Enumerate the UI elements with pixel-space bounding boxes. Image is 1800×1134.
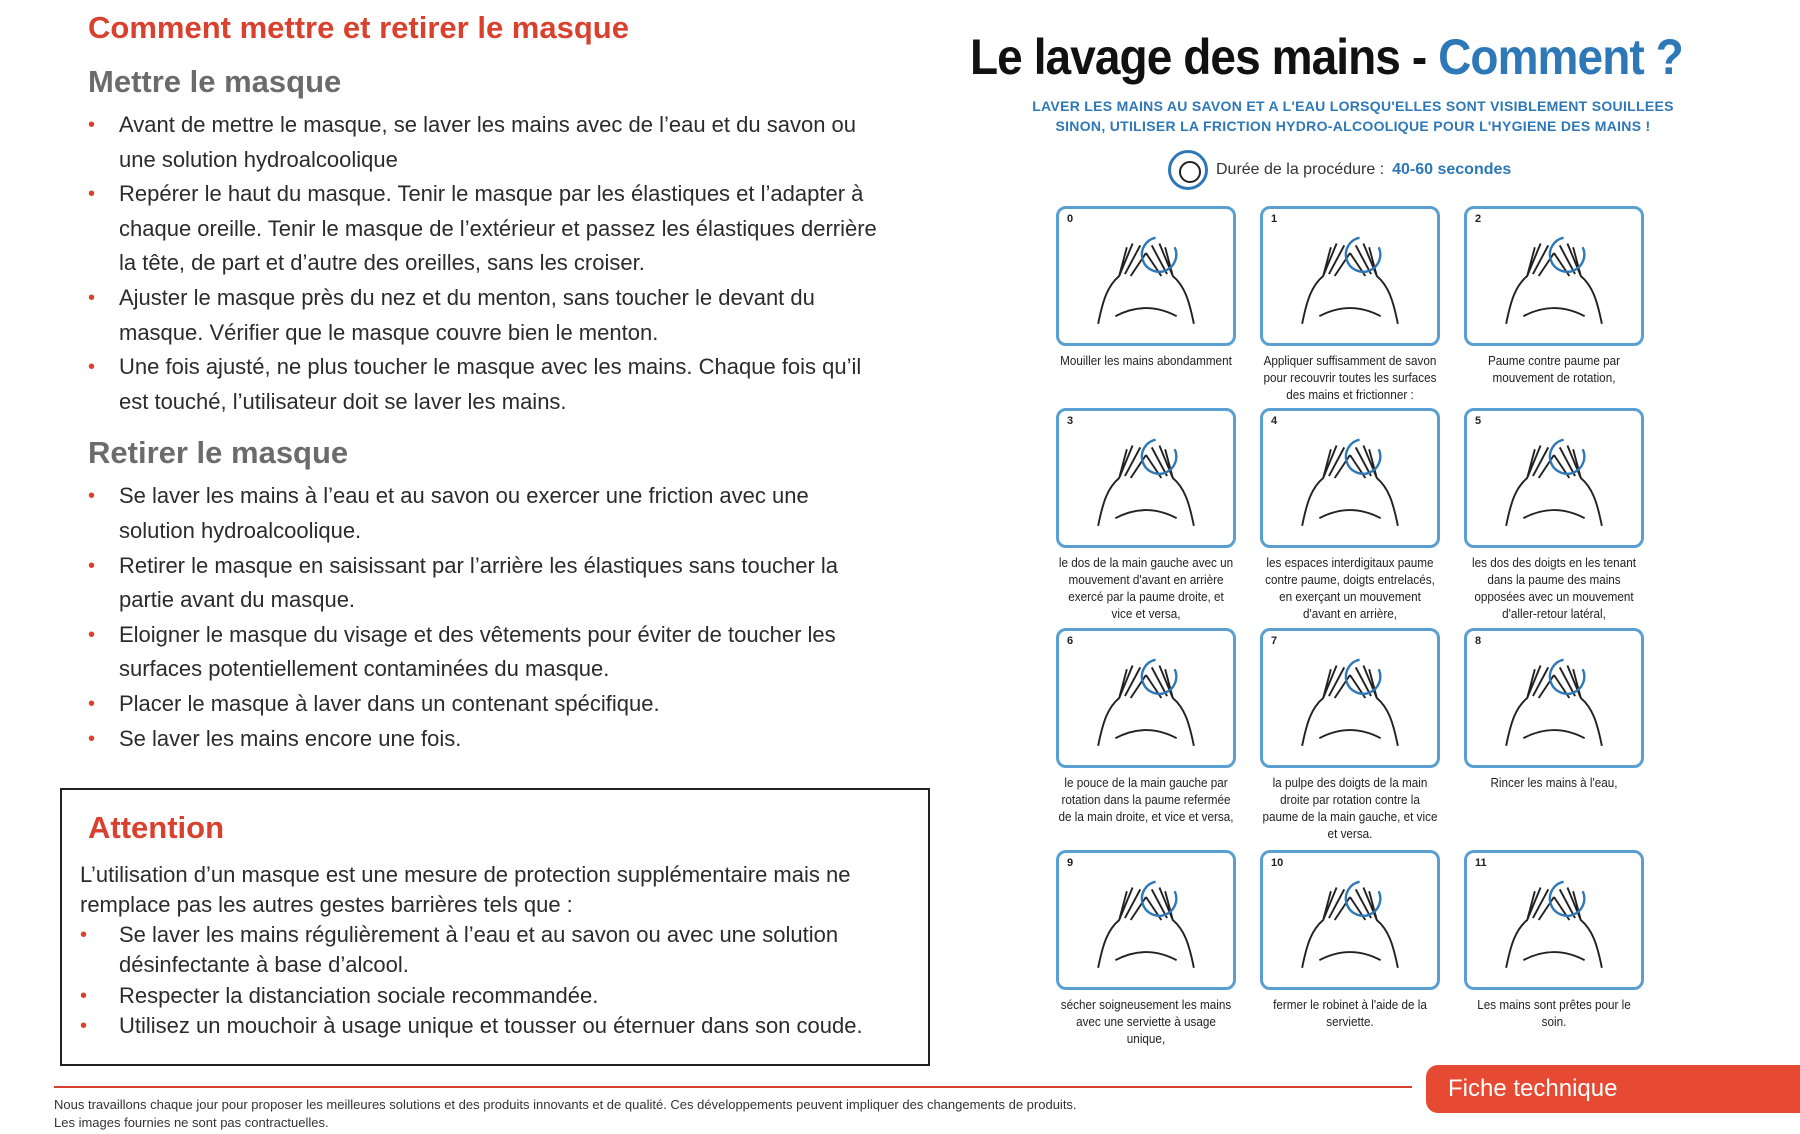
step-card — [1464, 206, 1648, 386]
attention-list — [80, 920, 910, 1042]
step-illustration — [1464, 850, 1644, 990]
list-item: • Retirer le masque en saisissant par l’arrière les élastiques sans toucher la partie avant du masque. — [88, 549, 888, 618]
mask-instructions — [88, 8, 888, 756]
list-item: • Une fois ajusté, ne plus toucher le masque avec les mains. Chaque fois qu’il est touché, l’utilisateur doit se laver les mains. — [88, 350, 888, 419]
step-caption: fermer le robinet à l'aide de la serviette. — [1273, 997, 1427, 1029]
hands-icon — [1059, 209, 1233, 343]
step-caption: Paume contre paume par mouvement de rotation, — [1487, 353, 1621, 385]
list-item: • Utilisez un mouchoir à usage unique et tousser ou éternuer dans son coude. — [80, 1011, 910, 1041]
hands-icon — [1467, 411, 1641, 545]
step-number: 2 — [1475, 213, 1482, 225]
attention-title: Attention — [88, 810, 225, 845]
hands-icon — [1467, 631, 1641, 765]
duration — [1168, 150, 1511, 190]
hands-icon — [1467, 853, 1641, 987]
step-number: 4 — [1271, 415, 1278, 427]
hands-icon — [1263, 631, 1437, 765]
step-illustration — [1464, 408, 1644, 548]
step-illustration — [1260, 628, 1440, 768]
step-caption: Mouiller les mains abondamment — [1060, 353, 1232, 368]
list-item: • Se laver les mains régulièrement à l’eau et au savon ou avec une solution désinfectante à base d’alcool. — [80, 920, 910, 981]
step-caption: le pouce de la main gauche par rotation dans la paume refermée de la main droite, et vice et versa, — [1058, 775, 1234, 824]
poster-title — [970, 28, 1683, 86]
hands-icon — [1263, 209, 1437, 343]
step-illustration — [1260, 206, 1440, 346]
remove-list — [88, 479, 888, 756]
poster-subtitle — [958, 96, 1748, 136]
fiche-technique-badge: Fiche technique — [1426, 1065, 1800, 1113]
step-card — [1260, 628, 1444, 842]
step-caption: sécher soigneusement les mains avec une serviette à usage unique, — [1060, 997, 1232, 1046]
step-caption: le dos de la main gauche avec un mouvement d'avant en arrière exercé par la paume droite, et vice et versa, — [1058, 555, 1234, 621]
step-illustration — [1464, 206, 1644, 346]
main-title: Comment mettre et retirer le masque — [88, 10, 629, 45]
step-number: 8 — [1475, 635, 1482, 647]
step-number: 1 — [1271, 213, 1278, 225]
list-item: • Repérer le haut du masque. Tenir le masque par les élastiques et l’adapter à chaque oreille. Tenir le masque de l’extérieur et passez les élastiques derrière la tête, de part et d’autre des oreilles, sans les croiser. — [88, 177, 888, 281]
footer-text — [54, 1096, 1077, 1132]
step-caption: Les mains sont prêtes pour le soin. — [1477, 997, 1631, 1029]
step-card — [1056, 206, 1240, 369]
step-number: 3 — [1067, 415, 1074, 427]
subtitle-line: SINON, UTILISER LA FRICTION HYDRO-ALCOOLIQUE POUR L'HYGIENE DES MAINS ! — [1055, 118, 1651, 134]
step-illustration — [1056, 206, 1236, 346]
clock-icon — [1168, 150, 1208, 190]
step-illustration — [1260, 408, 1440, 548]
attention-box — [60, 788, 930, 1066]
list-item: • Se laver les mains à l’eau et au savon ou exercer une friction avec une solution hydroalcoolique. — [88, 479, 888, 548]
step-number: 5 — [1475, 415, 1482, 427]
step-card — [1464, 408, 1648, 622]
list-item: • Se laver les mains encore une fois. — [88, 722, 888, 757]
hands-icon — [1263, 411, 1437, 545]
remove-heading: Retirer le masque — [88, 435, 349, 471]
step-caption: les espaces interdigitaux paume contre paume, doigts entrelacés, en exerçant un mouvement d'avant en arrière, — [1265, 555, 1435, 621]
step-illustration — [1464, 628, 1644, 768]
step-illustration — [1056, 628, 1236, 768]
hands-icon — [1059, 411, 1233, 545]
list-item: • Avant de mettre le masque, se laver les mains avec de l’eau et du savon ou une solution hydroalcoolique — [88, 108, 888, 177]
hands-icon — [1059, 631, 1233, 765]
hands-icon — [1467, 209, 1641, 343]
step-illustration — [1056, 850, 1236, 990]
step-number: 0 — [1067, 213, 1074, 225]
step-number: 7 — [1271, 635, 1278, 647]
step-caption: Appliquer suffisamment de savon pour recouvrir toutes les surfaces des mains et frictionner : — [1263, 353, 1437, 402]
step-caption: la pulpe des doigts de la main droite par rotation contre la paume de la main gauche, et vice et versa. — [1262, 775, 1438, 841]
step-card — [1464, 850, 1648, 1030]
hands-icon — [1263, 853, 1437, 987]
step-card — [1464, 628, 1648, 791]
list-item: • Placer le masque à laver dans un contenant spécifique. — [88, 687, 888, 722]
list-item: • Ajuster le masque près du nez et du menton, sans toucher le devant du masque. Vérifier que le masque couvre bien le menton. — [88, 281, 888, 350]
step-number: 10 — [1271, 857, 1284, 869]
step-card — [1260, 408, 1444, 622]
list-item: • Eloigner le masque du visage et des vêtements pour éviter de toucher les surfaces potentiellement contaminées du masque. — [88, 618, 888, 687]
step-card — [1056, 408, 1240, 622]
put-on-heading: Mettre le masque — [88, 64, 342, 99]
footer-line: Les images fournies ne sont pas contractuelles. — [54, 1115, 329, 1130]
step-card — [1056, 850, 1240, 1047]
step-card — [1260, 850, 1444, 1030]
step-number: 11 — [1475, 857, 1487, 869]
step-illustration — [1260, 850, 1440, 990]
handwashing-poster — [958, 18, 1758, 1048]
hands-icon — [1059, 853, 1233, 987]
poster-title-part1: Le lavage des mains - — [970, 29, 1439, 85]
step-caption: les dos des doigts en les tenant dans la paume des mains opposées avec un mouvement d'aller-retour latéral, — [1472, 555, 1636, 621]
duration-value: 40-60 secondes — [1392, 161, 1512, 178]
step-card — [1260, 206, 1444, 403]
step-caption: Rincer les mains à l'eau, — [1490, 775, 1618, 790]
put-on-list — [88, 108, 888, 419]
step-number: 9 — [1067, 857, 1074, 869]
step-number: 6 — [1067, 635, 1074, 647]
duration-label: Durée de la procédure : — [1216, 161, 1385, 178]
poster-title-part2: Comment ? — [1438, 29, 1683, 85]
subtitle-line: LAVER LES MAINS AU SAVON ET A L'EAU LORSQU'ELLES SONT VISIBLEMENT SOUILLEES — [1032, 98, 1674, 114]
list-item: • Respecter la distanciation sociale recommandée. — [80, 981, 910, 1011]
footer-divider — [54, 1086, 1412, 1088]
attention-text: L’utilisation d’un masque est une mesure de protection supplémentaire mais ne remplace pas les autres gestes barrières tels que : — [80, 862, 851, 917]
step-illustration — [1056, 408, 1236, 548]
step-card — [1056, 628, 1240, 825]
footer-line: Nous travaillons chaque jour pour proposer les meilleures solutions et des produits innovants et de qualité. Ces développements peuvent impliquer des changements de produits. — [54, 1097, 1077, 1112]
